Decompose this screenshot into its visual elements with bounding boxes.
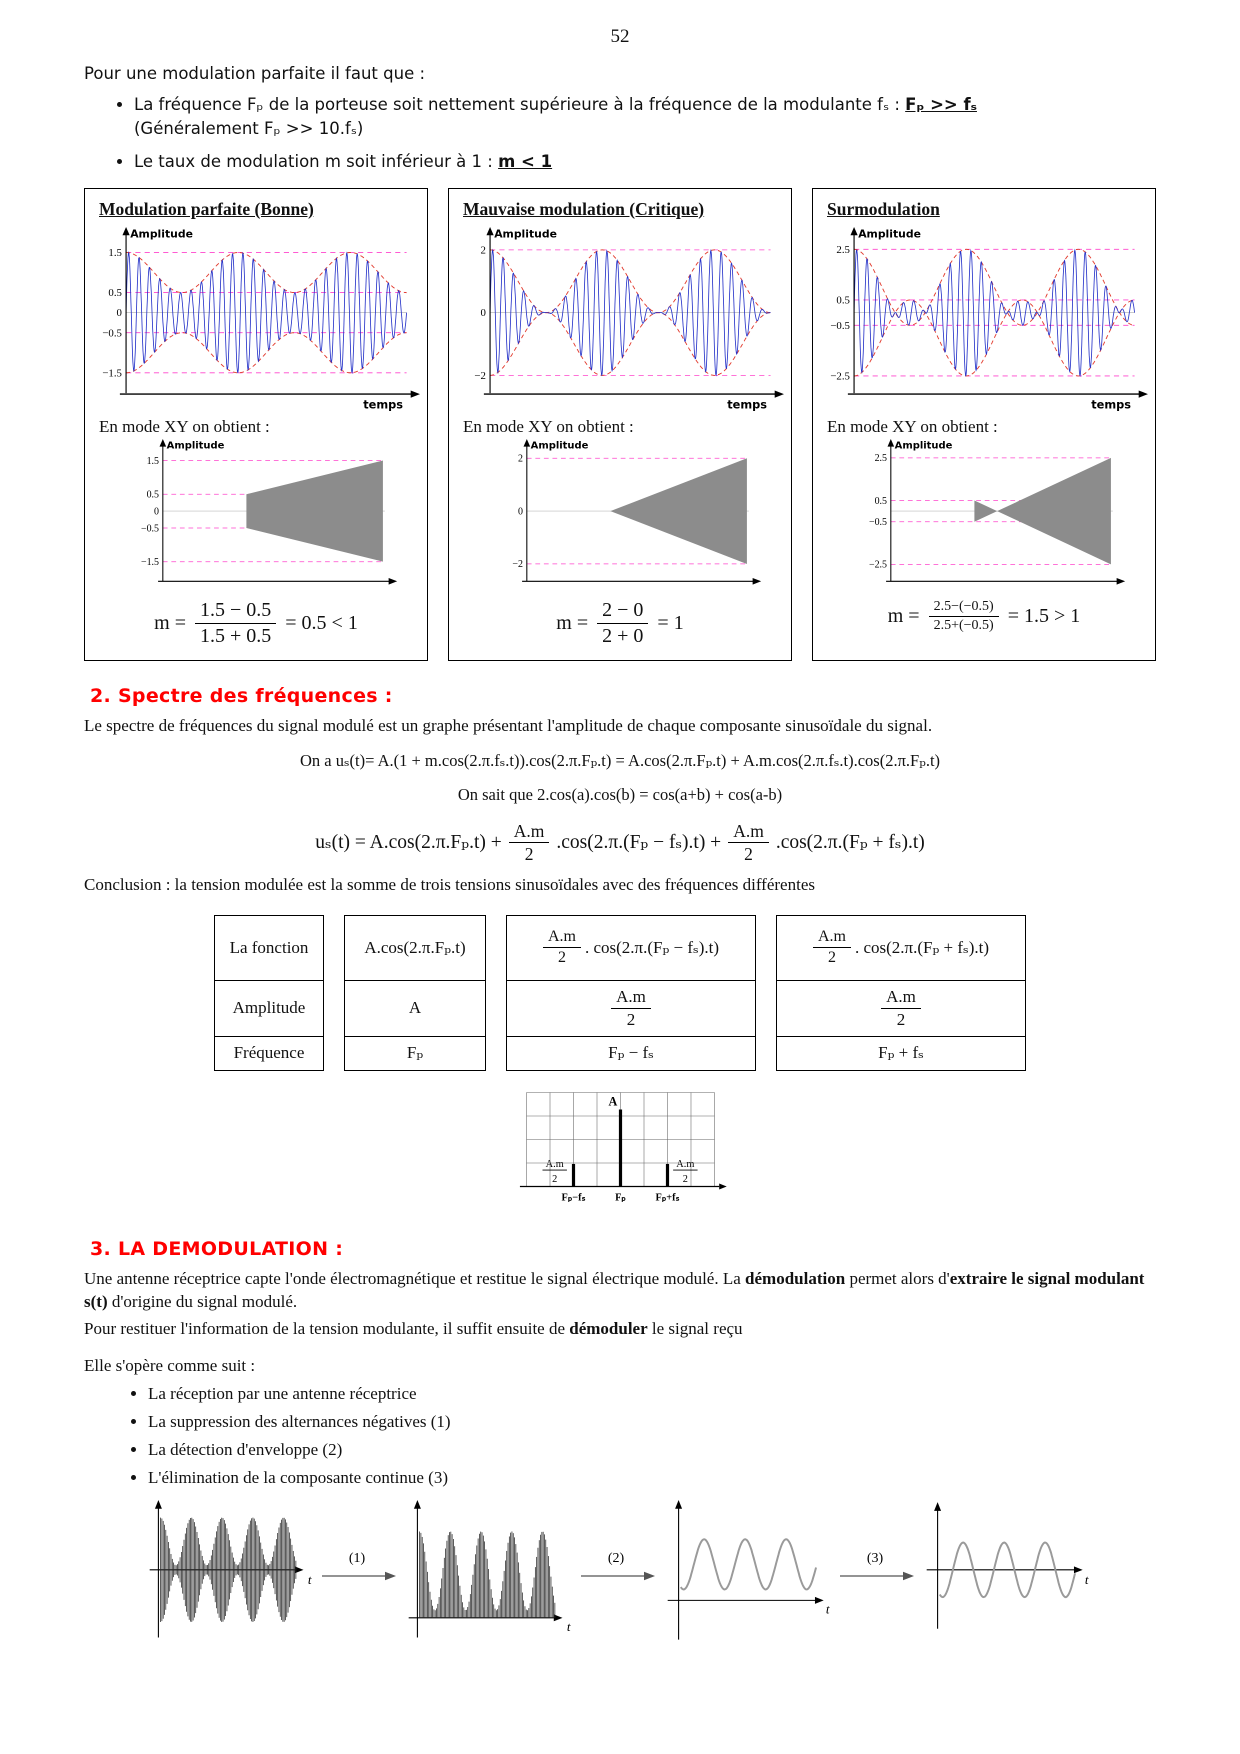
xy-mode-chart — [832, 439, 1136, 589]
demodulation-paragraph-3: Elle s'opère comme suit : — [84, 1356, 256, 1376]
conclusion-paragraph: Conclusion : la tension modulée est la somme de trois tensions sinusoïdales avec des fréquences différentes — [84, 875, 815, 894]
svg-text:2.5: 2.5 — [836, 243, 850, 256]
panel-title: Modulation parfaite (Bonne) — [99, 198, 314, 219]
table-cell: A — [345, 980, 485, 1036]
svg-text:0.5: 0.5 — [146, 489, 160, 501]
demodulation-paragraph-1: Une antenne réceptrice capte l'onde électromagnétique et restitue le signal électrique modulé. La démodulation permet alors d'extraire le signal modulant s(t) d'origine du signal modulé. — [84, 1269, 1145, 1312]
intro-section — [84, 64, 1156, 174]
freq-label-upper: Fₚ+fₛ — [655, 1192, 679, 1204]
list-item: • La détection d'enveloppe (2) — [148, 1440, 1156, 1460]
xy-mode-chart — [468, 439, 772, 589]
intro-lead: Pour une modulation parfaite il faut que : — [84, 64, 426, 83]
bullet1-text: La fréquence Fₚ de la porteuse soit nettement supérieure à la fréquence de la modulante fₛ : — [134, 95, 906, 114]
equation-spectrum — [84, 821, 1156, 864]
section-3-heading: 3. LA DEMODULATION : — [90, 1238, 344, 1261]
amplitude-axis-label: Amplitude — [894, 440, 953, 452]
right-sideband-amplitude-den: 2 — [682, 1173, 688, 1185]
step-arrow-3 — [837, 1548, 921, 1588]
svg-text:2: 2 — [480, 244, 486, 257]
wave-chart — [455, 226, 785, 412]
svg-text:−2: −2 — [474, 369, 486, 382]
equation-lhs: uₛ(t) = A.cos(2.π.Fₚ.t) + — [315, 832, 502, 854]
xy-caption: En mode XY on obtient : — [827, 417, 998, 437]
left-sideband-amplitude-num: A.m — [545, 1158, 564, 1170]
svg-text:−0.5: −0.5 — [102, 327, 122, 340]
page-number: 52 — [610, 26, 630, 47]
list-item: • La réception par une antenne réceptrice — [148, 1384, 1156, 1404]
table-cell: Fₚ — [345, 1036, 485, 1070]
svg-text:1.5: 1.5 — [146, 456, 160, 468]
time-axis-label: t — [566, 1619, 571, 1635]
xy-caption: En mode XY on obtient : — [99, 417, 270, 437]
table-cell: La fonction — [229, 937, 309, 957]
table-col-upper-sideband — [776, 915, 1026, 1071]
fraction: $\frac{A.m}{2}$ — [509, 821, 550, 864]
demodulation-figures — [84, 1500, 1156, 1644]
carrier-amplitude-label: A — [608, 1094, 617, 1109]
equation-end: .cos(2.π.(Fₚ + fₛ).t) — [775, 832, 925, 854]
intro-bullet-frequency — [134, 93, 1156, 141]
step-arrow-2 — [578, 1548, 662, 1588]
intro-bullet-index — [134, 150, 1156, 174]
table-cell: $\frac{A.m}{2}$ . cos(2.π.(Fₚ + fₛ).t) — [777, 916, 1025, 980]
table-cell: $\frac{A.m}{2}$ . cos(2.π.(Fₚ − fₛ).t) — [507, 916, 755, 980]
formula-lhs: m = — [887, 605, 920, 628]
svg-text:−1.5: −1.5 — [141, 557, 160, 569]
svg-text:0: 0 — [480, 307, 486, 319]
svg-text:0: 0 — [518, 506, 524, 518]
section-2-heading: 2. Spectre des fréquences : — [90, 685, 393, 708]
list-item: • La suppression des alternances négatives (1) — [148, 1412, 1156, 1432]
panel-title: Surmodulation — [827, 198, 940, 219]
svg-text:−1.5: −1.5 — [102, 367, 122, 380]
spectrum-intro-paragraph: Le spectre de fréquences du signal modulé est un graphe présentant l'amplitude de chaque composante sinusoïdale du signal. — [84, 716, 933, 736]
svg-text:−2: −2 — [512, 559, 524, 571]
table-cell — [777, 980, 1025, 1036]
amplitude-axis-label: Amplitude — [858, 227, 921, 241]
time-axis-label: t — [307, 1572, 312, 1588]
fraction: $\frac{A.m}{2}$ — [728, 821, 769, 864]
fraction: $\frac{2.5-(-0.5)}{2.5+(-0.5)}$ — [929, 599, 999, 634]
wave-chart — [91, 226, 421, 412]
fraction: $\frac{2 - 0}{2 + 0}$ — [597, 599, 648, 648]
freq-label-lower: Fₚ−fₛ — [561, 1192, 585, 1204]
svg-text:2: 2 — [518, 454, 524, 466]
spectrum-figure-wrap — [84, 1085, 1156, 1218]
amplitude-axis-label: Amplitude — [166, 440, 225, 452]
amplitude-axis-label: Amplitude — [530, 440, 589, 452]
table-col-carrier — [344, 915, 486, 1071]
step-label: (2) — [607, 1551, 625, 1567]
freq-label-carrier: Fₚ — [614, 1192, 626, 1204]
panel-mauvaise-modulation — [448, 188, 792, 662]
table-cell: A.cos(2.π.Fₚ.t) — [364, 937, 466, 957]
table-cell: Fₚ + fₛ — [777, 1036, 1025, 1070]
xy-caption: En mode XY on obtient : — [463, 417, 634, 437]
modulation-index-formula — [455, 599, 785, 648]
fraction: $\frac{A.m}{2}$ — [543, 928, 581, 968]
step-label: (3) — [866, 1551, 884, 1567]
time-axis-label: temps — [727, 397, 768, 412]
modulation-index-formula — [91, 599, 421, 648]
list-item: • L'élimination de la composante continue (3) — [148, 1468, 1156, 1488]
time-axis-label: t — [1084, 1572, 1089, 1588]
amplitude-axis-label: Amplitude — [494, 227, 557, 241]
svg-text:0.5: 0.5 — [108, 286, 122, 299]
fraction: $\frac{A.m}{2}$ — [813, 928, 851, 968]
svg-text:−2.5: −2.5 — [869, 560, 888, 572]
formula-result: = 1.5 > 1 — [1007, 605, 1081, 628]
formula-result: = 0.5 < 1 — [285, 612, 358, 635]
rectified-signal-figure — [403, 1500, 578, 1644]
right-sideband-amplitude-num: A.m — [675, 1158, 694, 1170]
table-cell — [507, 980, 755, 1036]
svg-text:−2.5: −2.5 — [830, 370, 850, 383]
table-cell: Fₚ − fₛ — [507, 1036, 755, 1070]
bullet2-text: Le taux de modulation m soit inférieur à 1 : — [134, 151, 499, 171]
bullet1-rule: Fₚ >> fₛ — [905, 95, 977, 114]
bullet1-note: (Généralement Fₚ >> 10.fₛ) — [134, 118, 364, 138]
panel-modulation-parfaite — [84, 188, 428, 662]
svg-text:0: 0 — [116, 307, 122, 319]
svg-text:0: 0 — [154, 506, 160, 518]
svg-text:2.5: 2.5 — [874, 453, 888, 465]
table-col-lower-sideband — [506, 915, 756, 1071]
table-cell: Fréquence — [215, 1036, 323, 1070]
svg-text:0.5: 0.5 — [836, 294, 850, 307]
envelope-signal-figure — [662, 1500, 837, 1644]
frequency-spectrum-chart — [503, 1085, 738, 1218]
svg-text:−0.5: −0.5 — [141, 523, 160, 535]
modulation-index-formula — [819, 599, 1149, 634]
table-col-labels — [214, 915, 324, 1071]
svg-text:−0.5: −0.5 — [869, 517, 888, 529]
demodulation-steps-list — [130, 1384, 1156, 1488]
equation-mid: .cos(2.π.(Fₚ − fₛ).t) + — [556, 832, 722, 854]
step-label: (1) — [348, 1551, 366, 1567]
time-axis-label: temps — [1091, 397, 1132, 412]
fraction: $\frac{1.5 - 0.5}{1.5 + 0.5}$ — [195, 599, 276, 648]
fraction: $\frac{A.m}{2}$ — [611, 987, 651, 1029]
xy-mode-chart — [104, 439, 408, 589]
components-table — [84, 915, 1156, 1071]
equation-expansion: On a uₛ(t)= A.(1 + m.cos(2.π.fₛ.t)).cos(2.π.Fₚ.t) = A.cos(2.π.Fₚ.t) + A.m.cos(2.π.fₛ.t).cos(2.π.Fₚ.t) — [299, 751, 941, 771]
modulated-signal-figure — [144, 1500, 319, 1644]
time-axis-label: temps — [363, 397, 404, 412]
svg-text:1.5: 1.5 — [108, 246, 122, 259]
fraction: $\frac{A.m}{2}$ — [881, 987, 921, 1029]
amplitude-axis-label: Amplitude — [130, 227, 193, 241]
table-cell: Amplitude — [215, 980, 323, 1036]
demodulated-signal-figure — [921, 1500, 1096, 1644]
equation-identity: On sait que 2.cos(a).cos(b) = cos(a+b) + cos(a-b) — [457, 785, 783, 805]
time-axis-label: t — [825, 1601, 830, 1617]
demodulation-paragraph-2: Pour restituer l'information de la tension modulante, il suffit ensuite de démoduler le signal reçu — [84, 1319, 743, 1339]
bullet2-rule: m < 1 — [498, 151, 553, 171]
panel-surmodulation — [812, 188, 1156, 662]
modulation-panels — [84, 188, 1156, 662]
svg-text:−0.5: −0.5 — [830, 319, 850, 332]
step-arrow-1 — [319, 1548, 403, 1588]
left-sideband-amplitude-den: 2 — [551, 1173, 557, 1185]
formula-lhs: m = — [154, 612, 186, 635]
svg-text:0.5: 0.5 — [874, 496, 888, 508]
formula-result: = 1 — [657, 612, 684, 635]
wave-chart — [819, 226, 1149, 412]
panel-title: Mauvaise modulation (Critique) — [463, 198, 705, 219]
formula-lhs: m = — [556, 612, 589, 635]
